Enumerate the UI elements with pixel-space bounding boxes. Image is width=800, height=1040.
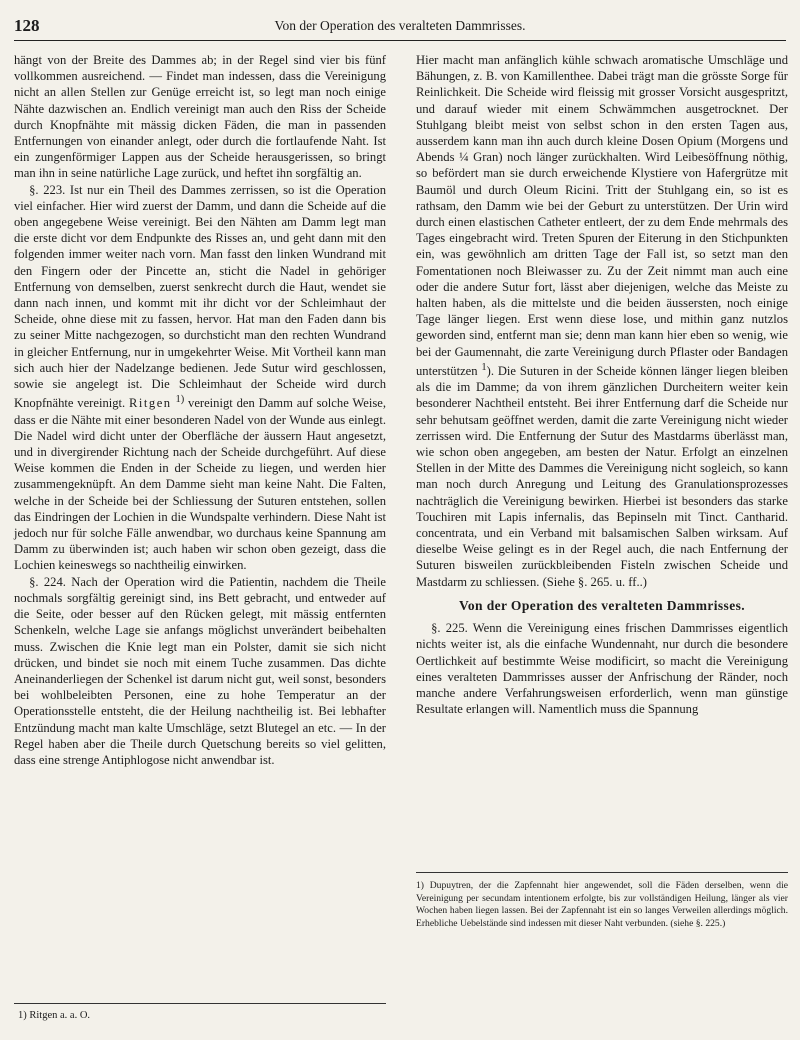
footnote: 1) Dupuytren, der die Zapfennaht hier angewendet, soll die Fäden derselben, wenn die Vereinigung per secundam intentionem erfolgte, bis zur vollständigen Heilung, länger als vier Wochen haben liegen lassen. Bei der Zapfennaht ist ein so langes Verweilen allerdings möglich. Erhebliche Uebelstände sind indessen mit dieser Naht verbunden. (siehe §. 225.) — [416, 880, 788, 929]
page-header — [0, 0, 800, 44]
paragraph-text: §. 223. Ist nur ein Theil des Dammes zerrissen, so ist die Operation viel einfacher. Hier wird zuerst der Damm, und dann die Scheide auf die oben angegebene Weise vereinigt. Bei den Nähten am Damm legt man die erste dicht vor dem Endpunkte des Risses an, und geht dann mit den folgenden immer weiter nach vorn. Man fasst den linken Wundrand mit den Fingern oder der Pincette an, sticht die Nadel in gehöriger Entfernung von demselben, zuerst senkrecht durch die Haut, wendet sie dann nach innen, und kommt mit ihr dicht vor der Schleimhaut der Scheide, ohne diese mit zu fassen, hervor. Hat man den Faden dann bis zu seiner Mitte nachgezogen, so durchsticht man den rechten Wundrand in gleicher Entfernung, nur in umgekehrter Weise. Mit Vortheil kann man sich auch hier der Nadelzange bedienen. Jede Sutur wird geschlossen, sowie sie angelegt ist. Die Schleimhaut der Scheide wird durch Knopfnähte vereinigt. — [14, 182, 386, 411]
paragraph-text: vereinigt den Damm auf solche Weise, dass er die Nähte mit einer besonderen Nadel von der Wunde aus einlegt. Die Nadel wird dicht unter der Oberfläche der äussern Haut angesetzt, und in divergirender Richtung nach der Scheide durchgeführt. Auf diese Weise kommen die Enden in der Scheide zu liegen, und werden hier zusammengeknüpft. An dem Damme sieht man keine Naht. Die Falten, welche in der Scheide bei der Schliessung der Suturen entstehen, sollen das Eindringen der Lochien in die Wundspalte verhindern. Diese Naht ist jedoch nur für solche Fälle anwendbar, wo durchaus keine Spannung am Damm zu überwinden ist; auch haben wir schon oben gezeigt, dass die Lochien keineswegs so nachtheilig einwirken. — [14, 396, 386, 573]
paragraph — [416, 52, 788, 590]
paragraph-section-225: §. 225. Wenn die Vereinigung eines frischen Dammrisses eigentlich nichts weiter ist, als die einfache Wundennaht, nur durch die besondere Oertlichkeit auf bestimmte Weise modificirt, so macht die Vereinigung eines veralteten Dammrisses ausser der Anfrischung der Ränder, noch manche andere Verfahrungsweisen erforderlich, wenn man günstige Resultate erlangen will. Namentlich muss die Spannung — [416, 621, 788, 717]
paragraph-section-223 — [14, 182, 386, 574]
footnote-rule — [14, 1003, 386, 1004]
section-heading: Von der Operation des veralteten Dammrisses. — [458, 597, 746, 613]
paragraph-text: ). Die Suturen in der Scheide können länger liegen bleiben als die im Damme; da von ihrem gänzlichen Durcheitern weiter kein besonderer Nachtheil entsteht. Bei ihrer Entfernung darf die Scheide nur sehr behutsam geöffnet werden, damit die zarte Vereinigung nicht wieder zerrissen wird. Die Entfernung der Sutur des Mastdarms überlässt man, wie schon oben angegeben, am besten der Natur. Erfolgt an einzelnen Stellen in der Mitte des Dammes die Vereinigung nicht sogleich, so kann man noch durch Anregung und Leitung des Granulationsprozesses nachträglich die Vereinigung bewirken. Hierbei ist besonders das starke Touchiren mit Lapis infernalis, das Bepinseln mit Tinct. Cantharid. concentrata, und ein Verband mit balsamischen Salben wirksam. Auf dieselbe Weise gelingt es in der Regel auch, die nach Entfernung der Suturen bisweilen zurückbleibenden Fisteln zwischen Scheide und Mastdarm zu schliessen. (Siehe §. 265. u. ff..) — [416, 364, 788, 589]
running-head: Von der Operation des veralteten Dammrisses. — [274, 18, 526, 33]
paragraph: hängt von der Breite des Dammes ab; in der Regel sind vier bis fünf vollkommen ausreichend. — Findet man indessen, dass die Vereinigung nicht an allen Stellen zur Genüge erreicht ist, so legt man noch einige Nähte dazwischen an. Endlich vereinigt man auch den Riss der Scheide durch Knopfnähte mit mässig dicken Fäden, die man in passenden Entfernungen von einander anlegt, oder durch die fortlaufende Naht. Ist ein zungenförmiger Lappen aus der Scheide herausgerissen, so bringt man ihn in seine natürliche Lage zurück, und heftet ihn sorgfältig an. — [14, 53, 386, 181]
footnote-ref: 1 — [481, 361, 487, 373]
header-rule — [14, 40, 786, 41]
footnote-rule — [416, 872, 788, 873]
right-column — [416, 52, 788, 717]
paragraph-text: Hier macht man anfänglich kühle schwach aromatische Umschläge und Bähungen, z. B. von Kamillenthee. Dabei trägt man die grösste Sorge für Reinlichkeit. Die Scheide wird fleissig mit grosser Vorsicht ausgespritzt, und darauf wieder mit einem Schwämmchen ausgetrocknet. Der Stuhlgang bleibt meist von selbst schon in den ersten Tagen aus, ausserdem kann man ihn auch durch kleine Dosen Opium (Morgens und Abends ¼ Gran) noch länger zurückhalten. Wird Leibesöffnung nöthig, so befördert man sie durch erweichende Klystiere von Hafergrütze mit Baumöl und durch Oleum Ricini. Tritt der Stuhlgang ein, so ist es rathsam, den Damm wie bei der Geburt zu unterstützen. Der Urin wird durch einen elastischen Catheter entleert, der zu dem Ende mehrmals des Tages eingebracht wird. Treten Spuren der Eiterung in den Stichpunkten ein, was gewöhnlich am dritten Tage der Fall ist, so setzt man den Fomentationen noch Bleiwasser zu. Zu der Zeit nimmt man auch eine oder die andere Sutur fort, lässt aber diejenigen, welche das Meiste zu halten haben, als die mittelste und die beiden äussersten, noch einige Tage länger liegen. Erst wenn diese lose, und mithin ganz nutzlos geworden sind, entfernt man sie; denn man kann hier eben so wenig, wie bei der Gaumennaht, die zarte Vereinigung durch Pflaster oder Bandagen unterstützen — [416, 53, 788, 379]
page-number: 128 — [14, 16, 40, 35]
paragraph-section-224: §. 224. Nach der Operation wird die Patientin, nachdem die Theile nochmals sorgfältig gereinigt sind, ins Bett gebracht, und entweder auf die Seite, oder besser auf den Rücken gelegt, mit mässig entfernten Schenkeln, welche Lage sie anfangs möglichst unverändert beibehalten muss. Zwischen die Knie legt man ein Polster, damit sie sich nicht drücken, und bindet sie noch mit einem Tuche zusammen. Das dichte Aneinanderliegen der Schenkel ist darum nicht gut, weil sonst, besonders bei wohlbeleibten Personen, eine zu hohe Temperatur an der Operationsstelle entsteht, die der Heilung nachtheilig ist. Bei lebhafter Entzündung macht man kalte Umschläge, setzt Blutegel an etc. — In der Regel haben aber die Theile durch Quetschung bereits so viel gelitten, dass eine strenge Antiphlogose nicht anwendbar ist. — [14, 574, 386, 767]
footnote-ref: 1) — [175, 394, 185, 406]
left-column — [14, 52, 386, 768]
footnote: 1) Ritgen a. a. O. — [18, 1010, 91, 1021]
author-name: Ritgen — [129, 396, 172, 411]
